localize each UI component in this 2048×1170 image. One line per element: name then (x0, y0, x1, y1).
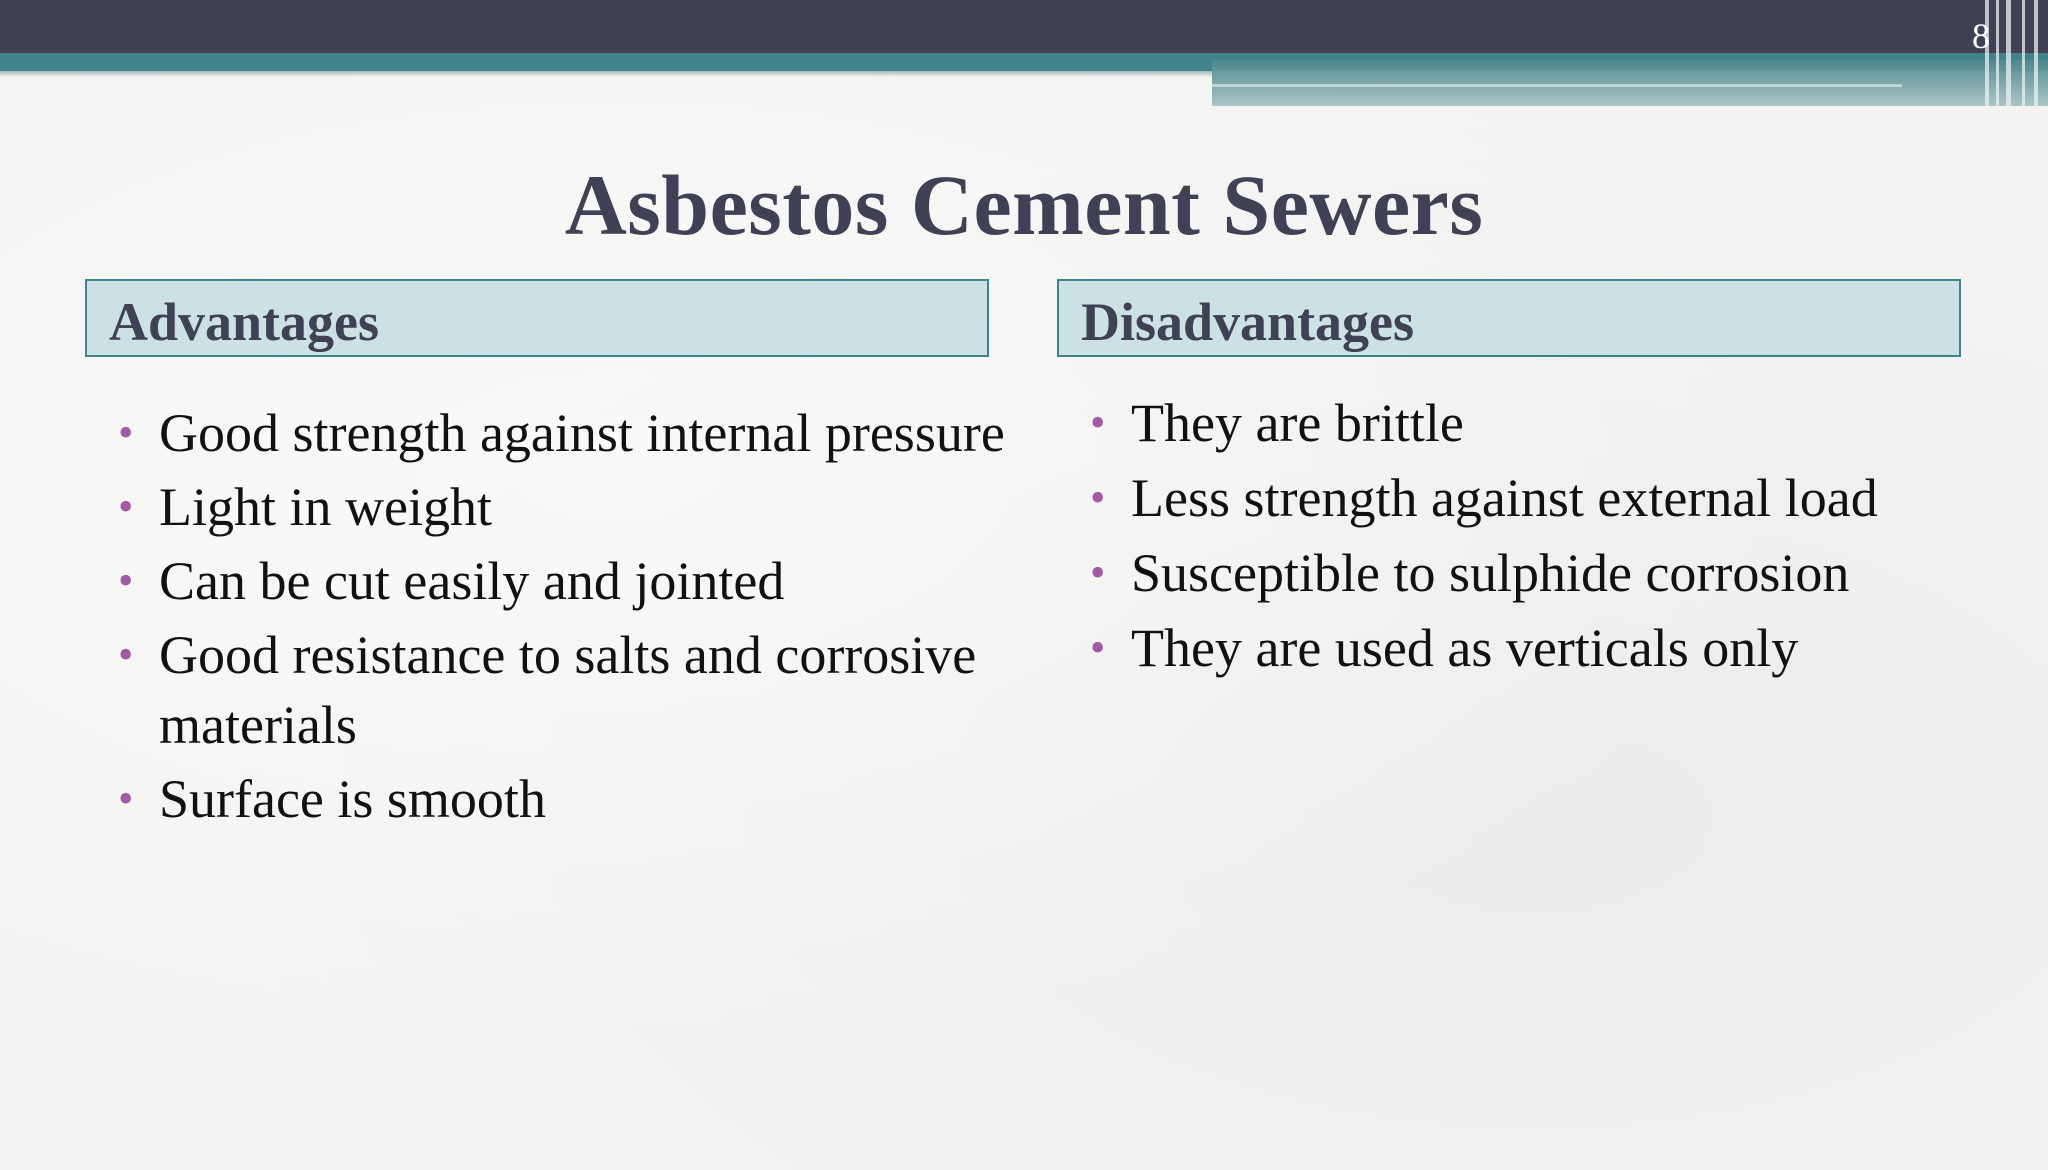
list-item-text: They are used as verticals only (1131, 618, 1799, 678)
disadvantages-heading-label: Disadvantages (1081, 292, 1415, 352)
top-right-accent-line (1212, 84, 1902, 87)
bullet-icon: • (118, 774, 134, 823)
list-item-text: Can be cut easily and jointed (159, 551, 785, 611)
bullet-icon: • (1090, 623, 1106, 672)
bullet-icon: • (118, 482, 134, 531)
list-item-text: They are brittle (1131, 393, 1464, 453)
advantages-heading-label: Advantages (109, 292, 380, 352)
decorative-stripe (1996, 0, 1999, 106)
bullet-icon: • (118, 556, 134, 605)
bullet-icon: • (1090, 473, 1106, 522)
decorative-stripe (2022, 0, 2025, 106)
list-item (1090, 388, 2030, 459)
list-item (1090, 538, 2030, 609)
top-dark-bar (0, 0, 2048, 53)
disadvantages-list (1090, 388, 2030, 688)
top-right-accent-block (1212, 60, 2048, 106)
bullet-icon: • (1090, 548, 1106, 597)
list-item (1090, 613, 2030, 684)
advantages-list (118, 398, 1018, 838)
bullet-icon: • (118, 630, 134, 679)
list-item-text: Light in weight (159, 477, 492, 537)
list-item (118, 398, 1018, 468)
disadvantages-header (1057, 279, 1961, 357)
list-item-text: Less strength against external load (1131, 468, 1878, 528)
bullet-icon: • (118, 408, 134, 457)
list-item (118, 620, 1018, 760)
top-bar-shadow (0, 71, 1212, 77)
list-item (118, 764, 1018, 834)
list-item (118, 546, 1018, 616)
list-item (1090, 463, 2030, 534)
slide-title: Asbestos Cement Sewers (564, 157, 1484, 253)
list-item-text: Susceptible to sulphide corrosion (1131, 543, 1850, 603)
decorative-stripe (2006, 0, 2011, 106)
list-item-text: Surface is smooth (159, 769, 546, 829)
list-item-text: Good strength against internal pressure (159, 403, 1005, 463)
list-item (118, 472, 1018, 542)
bullet-icon: • (1090, 398, 1106, 447)
page-number: 8 (1972, 16, 1990, 56)
advantages-header (85, 279, 989, 357)
decorative-stripe (2034, 0, 2038, 106)
list-item-text: Good resistance to salts and corrosive materials (159, 625, 977, 755)
